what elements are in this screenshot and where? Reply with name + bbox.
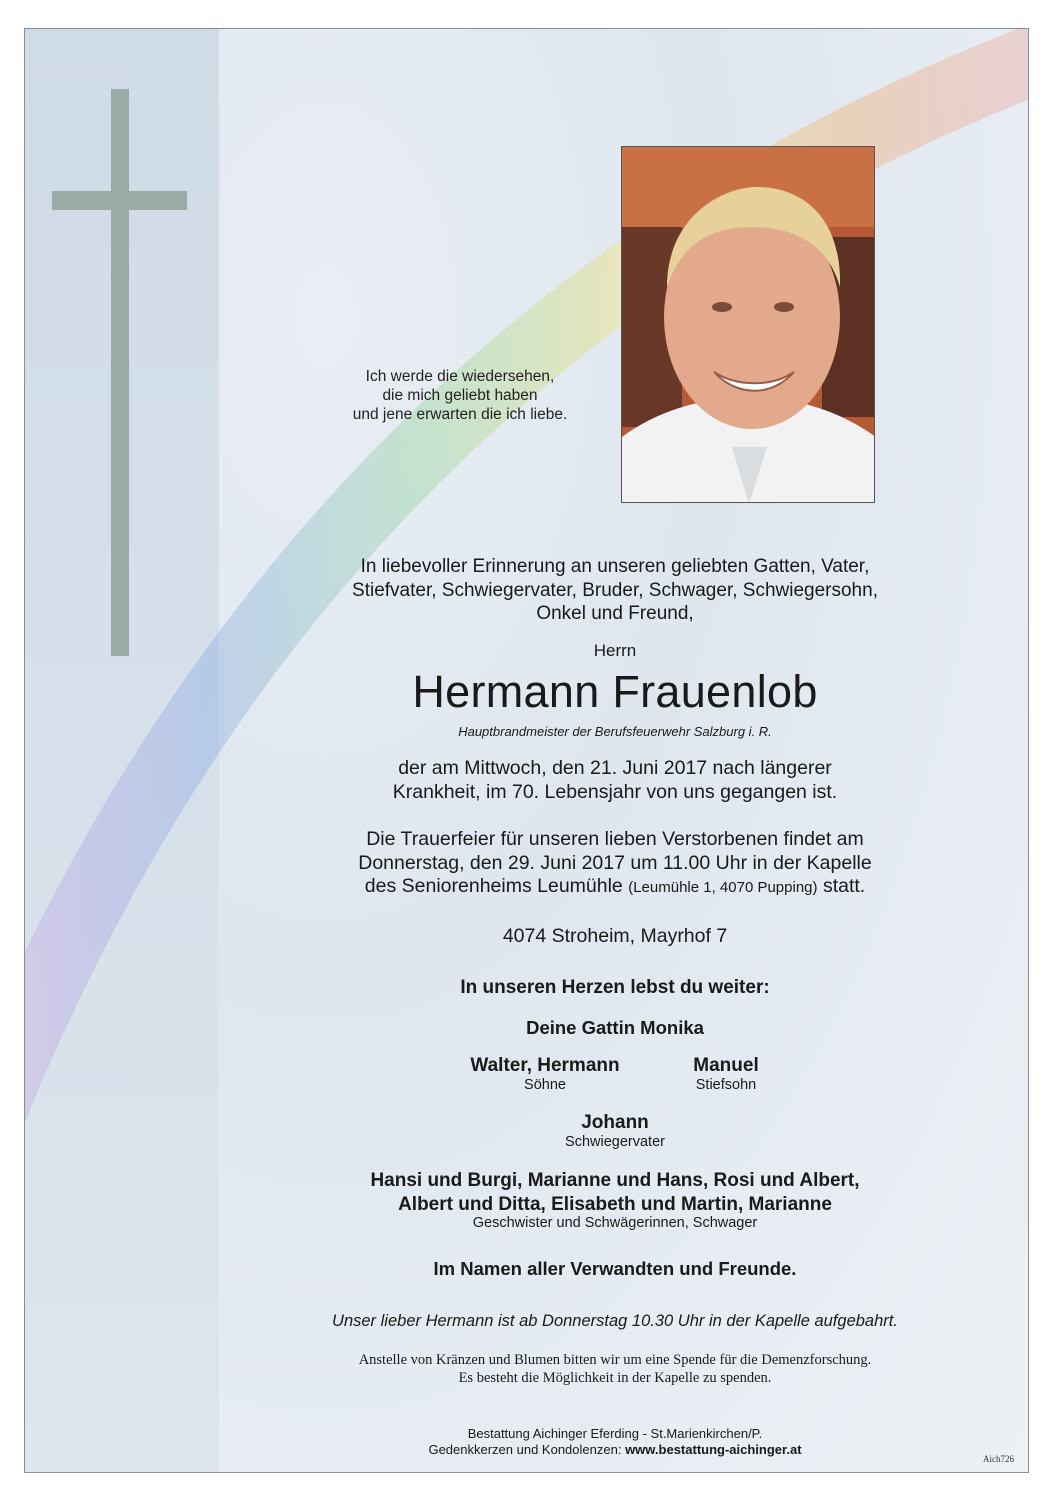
mourner-names: Walter, Hermann <box>470 1055 620 1076</box>
mourner-role: Söhne <box>524 1077 566 1093</box>
deceased-title: Hauptbrandmeister der Berufsfeuerwehr Salzburg i. R. <box>458 724 772 739</box>
portrait-photo <box>621 146 875 503</box>
condolence-line <box>251 1442 979 1458</box>
donation-line: Es besteht die Möglichkeit in der Kapelle zu spenden. <box>458 1370 772 1386</box>
funeral-venue-address: (Leumühle 1, 4070 Pupping) <box>628 879 818 896</box>
intro-text <box>251 555 979 626</box>
death-notice <box>251 757 979 804</box>
obituary-card <box>24 28 1029 1473</box>
cross-icon-bar <box>52 191 187 210</box>
condolence-link[interactable]: www.bestattung-aichinger.at <box>625 1442 802 1457</box>
mourner-stepson <box>645 1055 807 1093</box>
footer <box>251 1426 979 1458</box>
funeral-notice <box>251 828 979 900</box>
funeral-line: Donnerstag, den 29. Juni 2017 um 11.00 Uhr in der Kapelle <box>358 851 872 874</box>
mourner-names: Johann <box>581 1112 649 1133</box>
mourner-sons <box>445 1055 645 1093</box>
donation-line: Anstelle von Kränzen und Blumen bitten wir um eine Spende für die Demenzforschung. <box>358 1352 872 1368</box>
mourner-wife: Deine Gattin Monika <box>526 1017 704 1038</box>
deceased-name: Hermann Frauenlob <box>412 666 818 717</box>
funeral-venue: des Seniorenheims Leumühle <box>364 875 623 897</box>
memorial-quote <box>315 367 605 424</box>
donation-notice <box>251 1351 979 1387</box>
mourner-role: Geschwister und Schwägerinnen, Schwager <box>472 1215 758 1231</box>
intro-line: Onkel und Freund, <box>536 603 694 624</box>
rainbow-decoration <box>25 29 1028 1472</box>
document-code: Aich726 <box>983 1454 1014 1464</box>
cross-icon <box>111 89 129 656</box>
closing-line: Im Namen aller Verwandten und Freunde. <box>433 1258 797 1279</box>
mourner-names: Manuel <box>693 1055 759 1076</box>
mourner-names: Hansi und Burgi, Marianne und Hans, Rosi und Albert, <box>370 1170 860 1191</box>
funeral-line: Die Trauerfeier für unseren lieben Verstorbenen findet am <box>366 828 864 850</box>
mourner-role: Schwiegervater <box>565 1134 665 1150</box>
quote-line: Ich werde die wiedersehen, <box>365 368 555 385</box>
quote-line: und jene erwarten die ich liebe. <box>352 406 568 423</box>
quote-line: die mich geliebt haben <box>382 387 538 404</box>
intro-line: Stiefvater, Schwiegervater, Bruder, Schwager, Schwiegersohn, <box>352 579 878 601</box>
intro-line: In liebevoller Erinnerung an unseren geliebten Gatten, Vater, <box>360 556 870 577</box>
mourner-names: Albert und Ditta, Elisabeth und Martin, Marianne <box>398 1194 832 1215</box>
condolence-label: Gedenkkerzen und Kondolenzen: <box>428 1442 622 1457</box>
mourner-siblings <box>251 1169 979 1217</box>
laid-out-notice: Unser lieber Hermann ist ab Donnerstag 10.30 Uhr in der Kapelle aufgebahrt. <box>332 1312 898 1330</box>
hearts-heading: In unseren Herzen lebst du weiter: <box>460 977 770 998</box>
mourner-role: Stiefsohn <box>695 1077 757 1093</box>
mourner-father-in-law <box>515 1112 715 1150</box>
salutation: Herrn <box>593 641 637 660</box>
death-line: der am Mittwoch, den 21. Juni 2017 nach längerer <box>398 757 832 779</box>
family-address: 4074 Stroheim, Mayrhof 7 <box>502 925 728 947</box>
funeral-line <box>251 875 979 900</box>
death-line: Krankheit, im 70. Lebensjahr von uns gegangen ist. <box>392 780 838 803</box>
funeral-line-end: statt. <box>822 875 866 897</box>
funeral-home-name: Bestattung Aichinger Eferding - St.Marienkirchen/P. <box>467 1426 763 1441</box>
